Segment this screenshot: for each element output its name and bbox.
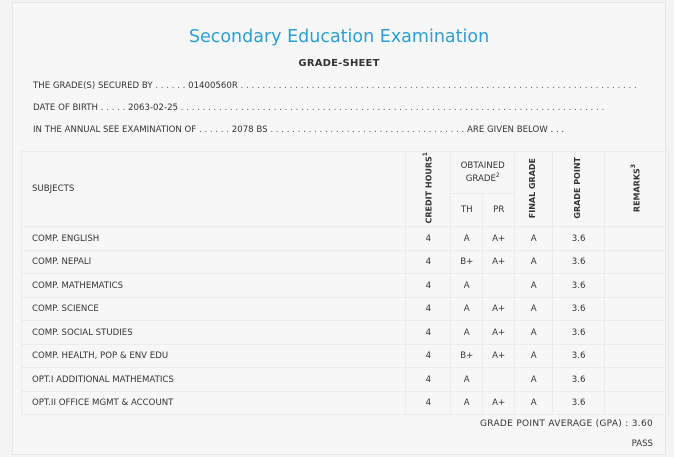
grade-point-cell: 3.6	[553, 297, 605, 321]
subject-cell: COMP. ENGLISH	[22, 227, 406, 251]
table-row	[22, 250, 669, 274]
table-row	[22, 297, 669, 321]
table-row	[22, 321, 669, 345]
th-header: TH	[451, 193, 483, 227]
th-grade-cell: A	[451, 227, 483, 251]
remarks-cell	[605, 250, 669, 274]
subject-cell: OPT.I ADDITIONAL MATHEMATICS	[22, 368, 406, 392]
final-grade-cell: A	[515, 274, 553, 298]
pr-header: PR	[483, 193, 515, 227]
final-grade-cell: A	[515, 344, 553, 368]
pr-grade-cell: A+	[483, 297, 515, 321]
pr-grade-cell: A+	[483, 227, 515, 251]
subject-cell: COMP. NEPALI	[22, 250, 406, 274]
result-status: PASS	[631, 439, 653, 449]
grade-point-cell: 3.6	[553, 321, 605, 345]
remarks-cell	[605, 297, 669, 321]
remarks-cell	[605, 391, 669, 415]
grade-point-cell: 3.6	[553, 344, 605, 368]
th-grade-cell: A	[451, 368, 483, 392]
th-grade-cell: B+	[451, 250, 483, 274]
grade-point-header: GRADE POINT	[553, 152, 605, 227]
credit-cell: 4	[406, 344, 451, 368]
remarks-cell	[605, 274, 669, 298]
exam-value: 2078 BS	[231, 125, 268, 135]
pr-grade-cell: A+	[483, 391, 515, 415]
dob-line: DATE OF BIRTH . . . . . 2063-02-25 . . . . . . . . . . . . . . . . . . . . . . . . . . . . . . . . . . . . . . . . . . . . . . . . . . . . . . . . . . . . . . . . . . . . . . . . . . . . . .	[33, 103, 605, 113]
credit-cell: 4	[406, 297, 451, 321]
remarks-cell	[605, 344, 669, 368]
subject-cell: COMP. SCIENCE	[22, 297, 406, 321]
subject-cell: COMP. HEALTH, POP & ENV EDU	[22, 344, 406, 368]
table-row	[22, 227, 669, 251]
gpa-summary: GRADE POINT AVERAGE (GPA) : 3.60	[480, 419, 653, 429]
grade-point-cell: 3.6	[553, 227, 605, 251]
subject-cell: COMP. MATHEMATICS	[22, 274, 406, 298]
pr-grade-cell: A+	[483, 344, 515, 368]
final-grade-cell: A	[515, 391, 553, 415]
secured-by-label: THE GRADE(S) SECURED BY	[33, 81, 153, 91]
table-row	[22, 274, 669, 298]
pr-grade-cell	[483, 274, 515, 298]
remarks-cell	[605, 321, 669, 345]
th-grade-cell: A	[451, 321, 483, 345]
credit-cell: 4	[406, 250, 451, 274]
grades-table	[21, 151, 669, 415]
th-grade-cell: A	[451, 274, 483, 298]
table-row	[22, 344, 669, 368]
exam-suffix: ARE GIVEN BELOW . . .	[467, 125, 565, 135]
credit-cell: 4	[406, 321, 451, 345]
final-grade-header: FINAL GRADE	[515, 152, 553, 227]
grade-point-cell: 3.6	[553, 391, 605, 415]
pr-grade-cell: A+	[483, 321, 515, 345]
final-grade-cell: A	[515, 368, 553, 392]
remarks-cell	[605, 227, 669, 251]
subjects-header: SUBJECTS	[22, 152, 406, 227]
final-grade-cell: A	[515, 227, 553, 251]
grade-sheet	[12, 2, 666, 455]
dob-label: DATE OF BIRTH	[33, 103, 99, 113]
page-title: Secondary Education Examination	[188, 27, 490, 47]
secured-by-value: 01400560R	[188, 81, 238, 91]
grade-point-cell: 3.6	[553, 250, 605, 274]
final-grade-cell: A	[515, 297, 553, 321]
exam-line: IN THE ANNUAL SEE EXAMINATION OF . . . . . . 2078 BS . . . . . . . . . . . . . . . . . . . . . . . . . . . . . . . . . . . . ARE GIVEN BELOW . . .	[33, 125, 565, 135]
grade-point-cell: 3.6	[553, 274, 605, 298]
table-row	[22, 391, 669, 415]
grade-point-cell: 3.6	[553, 368, 605, 392]
remarks-header: REMARKS$^3$	[605, 152, 669, 227]
page-subtitle: GRADE-SHEET	[298, 58, 380, 69]
secured-by-line: THE GRADE(S) SECURED BY . . . . . . 01400560R . . . . . . . . . . . . . . . . . . . . . . . . . . . . . . . . . . . . . . . . . . . . . . . . . . . . . . . . . . . . . . . . . . . . . . . . .	[33, 81, 637, 91]
pr-grade-cell: A+	[483, 250, 515, 274]
remarks-cell	[605, 368, 669, 392]
final-grade-cell: A	[515, 250, 553, 274]
credit-hours-header: CREDIT HOURS$^1$	[406, 152, 451, 227]
final-grade-cell: A	[515, 321, 553, 345]
dob-value: 2063-02-25	[128, 103, 179, 113]
credit-cell: 4	[406, 227, 451, 251]
exam-label: IN THE ANNUAL SEE EXAMINATION OF	[33, 125, 197, 135]
credit-cell: 4	[406, 274, 451, 298]
th-grade-cell: A	[451, 297, 483, 321]
credit-cell: 4	[406, 391, 451, 415]
subject-cell: COMP. SOCIAL STUDIES	[22, 321, 406, 345]
credit-cell: 4	[406, 368, 451, 392]
subject-cell: OPT.II OFFICE MGMT & ACCOUNT	[22, 391, 406, 415]
pr-grade-cell	[483, 368, 515, 392]
table-row	[22, 368, 669, 392]
th-grade-cell: B+	[451, 344, 483, 368]
th-grade-cell: A	[451, 391, 483, 415]
obtained-grade-header: OBTAINED GRADE$^2$	[451, 152, 515, 194]
